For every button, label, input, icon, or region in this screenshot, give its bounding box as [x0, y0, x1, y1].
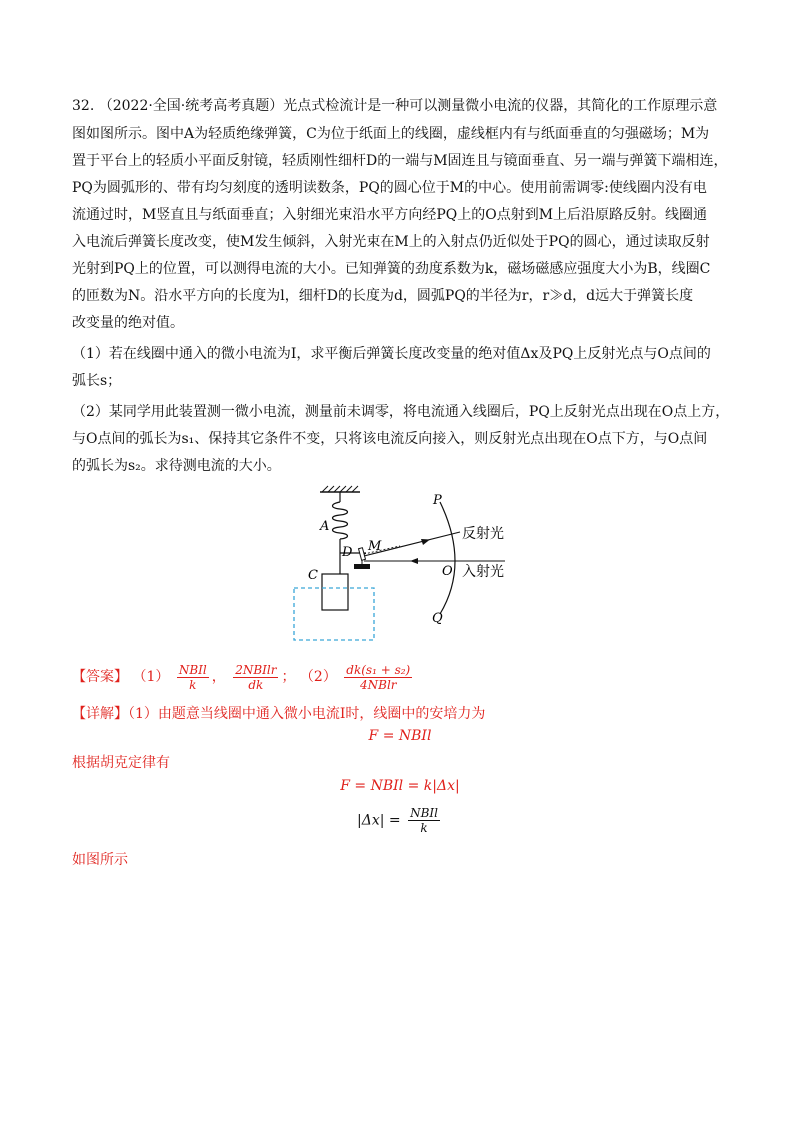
- label-P: P: [433, 493, 442, 508]
- question-line: 的匝数为N。沿水平方向的长度为l，细杆D的长度为d，圆弧PQ的半径为r，r≫d，d远大于弹簧长度: [72, 288, 694, 304]
- question-source: （2022·全国·统考高考真题）: [98, 98, 284, 114]
- answer-fraction-1: $\frac{\text{NBIl}}{k}$: [178, 662, 207, 692]
- question-number: 32.: [72, 98, 95, 114]
- part1-line: （1）若在线圈中通入的微小电流为I，求平衡后弹簧长度改变量的绝对值Δx及PQ上反射光点与O点间的: [72, 346, 711, 362]
- answer-tag: 【答案】: [72, 669, 128, 685]
- label-Q: Q: [432, 611, 443, 626]
- question-line: 图如图所示。图中A为轻质绝缘弹簧，C为位于纸面上的线圈，虚线框内有与纸面垂直的匀强磁场；M为: [72, 126, 710, 142]
- equation-delta-x-fraction: $\frac{\text{NBIl}}{k}$: [410, 806, 438, 835]
- question-line: 流通过时，M竖直且与纸面垂直；入射细光束沿水平方向经PQ上的O点射到M上后沿原路反射。线圈通: [72, 207, 708, 223]
- equation-delta-x-left: |Δx| =: [357, 812, 401, 829]
- answer-fraction-3: $\frac{\text{dk(s₁ + s₂)}}{\text{4NBlr}}$: [346, 662, 411, 692]
- reflected-arrow: [421, 539, 430, 545]
- incident-arrow: [410, 558, 418, 564]
- question-line: PQ为圆弧形的、带有均匀刻度的透明读数条，PQ的圆心位于M的中心。使用前需调零:使线圈内没有电: [72, 180, 707, 196]
- label-M: M: [368, 539, 382, 554]
- answer-part1-label: （1）: [132, 669, 170, 685]
- label-C: C: [308, 568, 318, 583]
- answer-fraction-2: $\frac{\text{2NBIlr}}{dk}$: [235, 662, 277, 692]
- arc-PQ: [440, 502, 455, 614]
- part2-line: （2）某同学用此装置测一微小电流，测量前未调零，将电流通入线圈后，PQ上反射光点出现在O点上方，: [72, 404, 730, 420]
- label-D: D: [342, 545, 353, 560]
- detail-line: [72, 704, 485, 724]
- label-A: A: [320, 519, 330, 534]
- coil-C: [322, 574, 348, 610]
- answer-separator: ，: [211, 669, 226, 685]
- galvanometer-diagram: [290, 484, 530, 644]
- detail-tag: 【详解】: [72, 706, 128, 722]
- equation-ampere-force: F = NBIl: [368, 728, 432, 744]
- answer-part2-label: （2）: [299, 669, 337, 685]
- ceiling-hatch: [322, 486, 358, 492]
- spring-A: [333, 502, 348, 539]
- part1-line: 弧长s；: [72, 373, 122, 389]
- mirror-platform: [354, 564, 370, 569]
- question-line: 光点式检流计是一种可以测量微小电流的仪器，其简化的工作原理示意: [283, 98, 718, 114]
- question-first-line: [72, 96, 717, 116]
- question-line: 入电流后弹簧长度改变，使M发生倾斜，入射光束在M上的入射点仍近似处于PQ的圆心，通过读取反射: [72, 234, 710, 250]
- equation-delta-x: [0, 806, 800, 835]
- part2-line: 的弧长为s₂。求待测电流的大小。: [72, 458, 281, 474]
- detail-text: （1）由题意当线圈中通入微小电流I时，线圈中的安培力为: [128, 706, 486, 722]
- equation-hooke: F = NBIl = k|Δx|: [340, 778, 460, 794]
- question-line: 改变量的绝对值。: [72, 315, 184, 331]
- label-incident-light: 入射光: [462, 564, 504, 580]
- figure-reference-text: 如图所示: [72, 852, 128, 868]
- hooke-law-text: 根据胡克定律有: [72, 755, 170, 771]
- label-reflected-light: 反射光: [462, 526, 504, 542]
- question-line: 光射到PQ上的位置，可以测得电流的大小。已知弹簧的劲度系数为k，磁场磁感应强度大小为B，线圈C: [72, 261, 711, 277]
- label-O: O: [442, 564, 453, 579]
- answer-line: [72, 660, 415, 694]
- answer-semicolon: ；: [281, 669, 296, 685]
- part2-line: 与O点间的弧长为s₁、保持其它条件不变，只将该电流反向接入，则反射光点出现在O点下方，与O点间: [72, 431, 708, 447]
- question-line: 置于平台上的轻质小平面反射镜，轻质刚性细杆D的一端与M固连且与镜面垂直、另一端与弹簧下端相连，: [72, 153, 728, 169]
